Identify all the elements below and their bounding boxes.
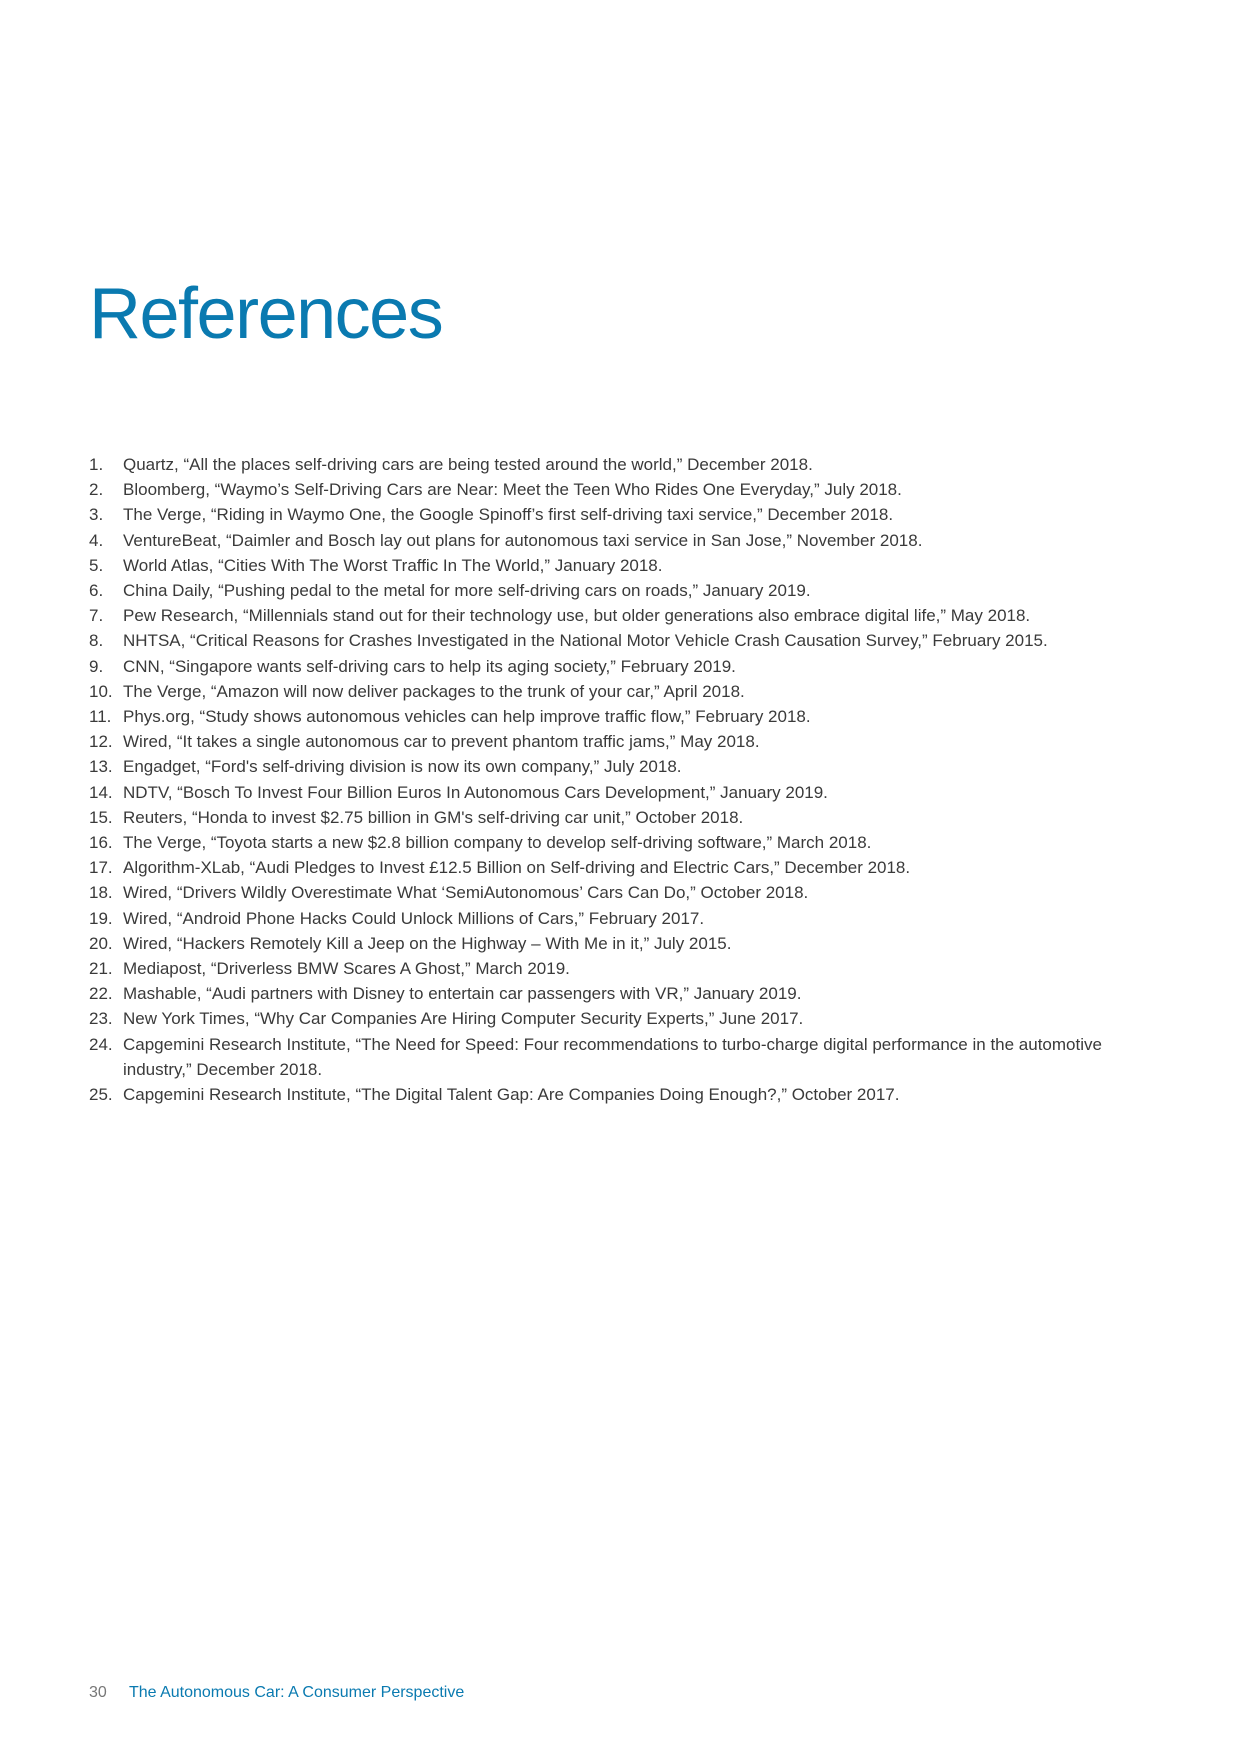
reference-number: 11. — [89, 707, 112, 727]
reference-text: NDTV, “Bosch To Invest Four Billion Euros In Autonomous Cars Development,” January 2019. — [123, 782, 828, 802]
reference-item — [89, 679, 1159, 704]
reference-item — [89, 855, 1159, 880]
reference-text: Quartz, “All the places self-driving cars are being tested around the world,” December 2018. — [123, 455, 813, 474]
reference-text: Wired, “Drivers Wildly Overestimate What ‘SemiAutonomous’ Cars Can Do,” October 2018. — [123, 883, 809, 903]
reference-number: 8. — [89, 631, 104, 651]
reference-item — [89, 956, 1159, 981]
reference-text: Wired, “It takes a single autonomous car to prevent phantom traffic jams,” May 2018. — [123, 732, 760, 752]
reference-number: 24. — [89, 1034, 113, 1054]
reference-text: CNN, “Singapore wants self-driving cars to help its aging society,” February 2019. — [123, 656, 736, 676]
footer-document-title: The Autonomous Car: A Consumer Perspective — [128, 1684, 465, 1701]
reference-number: 23. — [89, 1009, 113, 1029]
reference-item — [89, 704, 1159, 729]
reference-text: The Verge, “Amazon will now deliver packages to the trunk of your car,” April 2018. — [123, 681, 745, 701]
reference-number: 7. — [89, 606, 104, 626]
reference-text: Capgemini Research Institute, “The Digital Talent Gap: Are Companies Doing Enough?,” October 2017. — [123, 1085, 900, 1105]
reference-text: Wired, “Android Phone Hacks Could Unlock Millions of Cars,” February 2017. — [123, 908, 705, 928]
reference-number: 4. — [89, 530, 104, 550]
reference-item — [89, 1032, 1159, 1082]
reference-number: 1. — [89, 455, 104, 474]
reference-number: 21. — [89, 959, 113, 979]
page-number: 30 — [89, 1684, 107, 1701]
reference-number: 13. — [89, 757, 113, 777]
reference-text: The Verge, “Toyota starts a new $2.8 billion company to develop self-driving software,” March 2018. — [123, 833, 872, 853]
references-list — [89, 452, 1159, 1107]
reference-number: 12. — [89, 732, 113, 752]
reference-text: Wired, “Hackers Remotely Kill a Jeep on the Highway – With Me in it,” July 2015. — [123, 933, 732, 953]
reference-item — [89, 1082, 1159, 1107]
reference-item — [89, 477, 1159, 502]
reference-number: 20. — [89, 933, 113, 953]
reference-number: 16. — [89, 833, 113, 853]
reference-number: 18. — [89, 883, 113, 903]
reference-item — [89, 452, 1159, 477]
reference-text: Engadget, “Ford's self-driving division is now its own company,” July 2018. — [123, 757, 682, 777]
reference-number: 5. — [89, 555, 104, 575]
reference-text: VentureBeat, “Daimler and Bosch lay out plans for autonomous taxi service in San Jose,” November 2018. — [123, 530, 923, 550]
reference-item — [89, 628, 1159, 653]
reference-item — [89, 780, 1159, 805]
reference-item — [89, 906, 1159, 931]
reference-item — [89, 1006, 1159, 1031]
reference-item — [89, 981, 1159, 1006]
reference-item — [89, 603, 1159, 628]
reference-item — [89, 830, 1159, 855]
reference-text: Mashable, “Audi partners with Disney to entertain car passengers with VR,” January 2019. — [123, 984, 802, 1004]
reference-number: 9. — [89, 656, 104, 676]
reference-number: 19. — [89, 908, 113, 928]
reference-number: 25. — [89, 1085, 113, 1105]
reference-item — [89, 754, 1159, 779]
reference-text: China Daily, “Pushing pedal to the metal for more self-driving cars on roads,” January 2019. — [123, 581, 811, 601]
reference-item — [89, 578, 1159, 603]
reference-text: NHTSA, “Critical Reasons for Crashes Investigated in the National Motor Vehicle Crash Causation Survey,” February 2015. — [123, 631, 1048, 651]
reference-number: 3. — [89, 505, 104, 525]
reference-item — [89, 553, 1159, 578]
reference-item — [89, 528, 1159, 553]
reference-number: 6. — [89, 581, 104, 601]
reference-item — [89, 729, 1159, 754]
reference-text: Bloomberg, “Waymo’s Self-Driving Cars are Near: Meet the Teen Who Rides One Everyday,” July 2018. — [123, 480, 902, 500]
reference-number: 22. — [89, 984, 113, 1004]
reference-number: 15. — [89, 807, 113, 827]
reference-text: World Atlas, “Cities With The Worst Traffic In The World,” January 2018. — [123, 555, 663, 575]
reference-number: 17. — [89, 858, 113, 878]
reference-text: Phys.org, “Study shows autonomous vehicles can help improve traffic flow,” February 2018. — [123, 707, 811, 727]
reference-item — [89, 654, 1159, 679]
reference-text: New York Times, “Why Car Companies Are Hiring Computer Security Experts,” June 2017. — [123, 1009, 804, 1029]
page-title: References — [89, 274, 443, 354]
reference-number: 10. — [89, 681, 113, 701]
reference-text: Reuters, “Honda to invest $2.75 billion in GM's self-driving car unit,” October 2018. — [123, 807, 744, 827]
reference-text: Algorithm-XLab, “Audi Pledges to Invest £12.5 Billion on Self-driving and Electric Cars,” December 2018. — [123, 858, 911, 878]
reference-text: Capgemini Research Institute, “The Need for Speed: Four recommendations to turbo-charge digital performance in the automotive industry,” December 2018. — [123, 1034, 1102, 1079]
reference-text: Mediapost, “Driverless BMW Scares A Ghost,” March 2019. — [123, 959, 570, 979]
reference-text: The Verge, “Riding in Waymo One, the Google Spinoff’s first self-driving taxi service,” December 2018. — [123, 505, 894, 525]
reference-item — [89, 805, 1159, 830]
reference-item — [89, 502, 1159, 527]
reference-item — [89, 880, 1159, 905]
reference-text: Pew Research, “Millennials stand out for their technology use, but older generations also embrace digital life,” May 2018. — [123, 606, 1031, 626]
page-footer — [89, 1683, 464, 1703]
reference-number: 14. — [89, 782, 113, 802]
reference-number: 2. — [89, 480, 104, 500]
reference-item — [89, 931, 1159, 956]
